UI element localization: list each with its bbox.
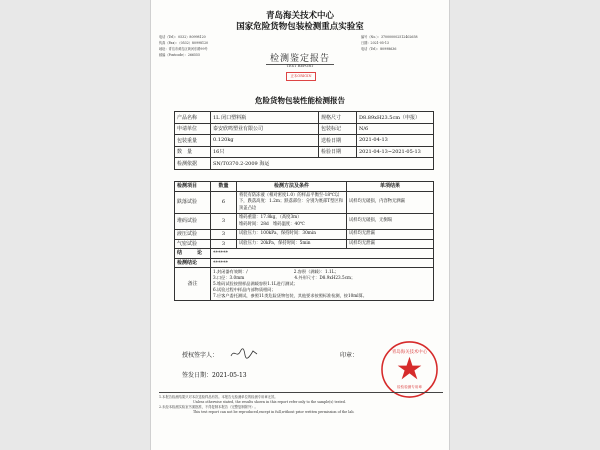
header-method: 检测方法及条件: [237, 182, 347, 192]
test-qty: 3: [211, 230, 237, 240]
note-line: 7.应客户委托测试，参照11类危险货物包装，其他要求按照标准检测，按10ml算。: [213, 293, 367, 298]
table-row: [175, 158, 434, 170]
test-table: [174, 181, 434, 301]
note-line: 3.口径：3.0mm 4.外形尺寸：D8.9xH23.5cm；: [213, 275, 356, 280]
table-row: [175, 135, 434, 147]
weight-value: 0.120kg: [211, 135, 319, 147]
report-title-cn: 检测鉴定报告: [151, 51, 449, 64]
date-text: 日期：2021-05-13: [361, 41, 389, 45]
phone2-text: 电话（Tel）：80998636: [361, 47, 397, 51]
applicant-value: 泰安欣鸣塑业有限公司: [211, 123, 319, 135]
notes-label: 备注: [175, 268, 211, 301]
report-no-text: 编号（No.）：370000002512402658: [361, 35, 418, 39]
header-right-info: [361, 34, 418, 52]
sent-date-label: 送检日期: [319, 135, 357, 147]
header-qty: 数量: [211, 182, 237, 192]
table-row: [175, 258, 434, 268]
test-method: 试验压力：20kPa，保持时间：5min: [237, 239, 347, 249]
table-header-row: [175, 182, 434, 192]
basis-value: SN/T0370.2-2009 海运: [211, 158, 434, 170]
header-result: 单项结果: [347, 182, 434, 192]
issue-date-value: 2021-05-13: [212, 372, 247, 379]
lab-name: 国家危险货物包装检测重点实验室: [236, 22, 364, 32]
sent-date-value: 2021-04-13: [357, 135, 434, 147]
official-seal: [380, 340, 439, 399]
seal-text: 青岛海关技术中心: [391, 349, 428, 355]
mark-value: N/6: [357, 123, 434, 135]
report-title-en: TEST REPORT: [286, 64, 314, 68]
handwritten-signature: [229, 346, 259, 361]
conclusion-value: ******: [211, 249, 434, 259]
fax-text: 传真（Fax）：（0532）80998120: [159, 41, 209, 45]
postcode-text: 邮编（Postcode）：266555: [159, 53, 200, 57]
quantity-value: 16只: [211, 146, 319, 158]
footer-note: 1.本报告检测结果只对本次送检样品有效。本报告无检测单位的检测专用章无效。: [159, 395, 278, 399]
footer-divider: [159, 392, 443, 393]
product-name-value: 1L 闭口塑料瓶: [211, 112, 319, 124]
table-row: [175, 214, 434, 230]
test-result: 试样均无破损，无倒塌: [347, 214, 434, 230]
address-text: 地址：青岛市黄岛区黄河东路99号: [159, 47, 208, 51]
table-row: [175, 112, 434, 124]
approver-label: 授权签字人：: [182, 352, 219, 359]
footer-note: 2.未经本检测实验室书面批准，不得复制本报告（完整复制除外）。: [159, 405, 258, 409]
test-method: 试验压力：100kPa，保持时间：30min: [237, 230, 347, 240]
note-line: 5.堆码试验按照样品满载容积1.1L进行测试；: [213, 281, 298, 286]
result-value: ******: [211, 258, 434, 268]
test-result: 试样均无破损，内容物无洒漏: [347, 191, 434, 214]
test-date-value: 2021-04-13~2021-05-13: [357, 146, 434, 158]
spec-label: 规格尺寸: [319, 112, 357, 124]
basis-label: 检测依据: [175, 158, 211, 170]
test-item: 跌落试验: [175, 191, 211, 214]
origin-stamp: 正本ORIGIN: [286, 72, 316, 81]
table-row: [175, 230, 434, 240]
test-result: 试样均无泄漏: [347, 230, 434, 240]
test-qty: 6: [211, 191, 237, 214]
table-row: [175, 123, 434, 135]
org-name: 青岛海关技术中心: [265, 11, 334, 21]
stamp-label: 印章：: [340, 352, 359, 359]
conclusion-label: 结 论: [175, 249, 211, 259]
product-name-label: 产品名称: [175, 112, 211, 124]
issue-date-label: 签发日期：: [182, 372, 213, 379]
footer-note-en: This test report can not be reproduced,except in full,without prior written permission of the lab.: [193, 410, 355, 414]
notes-cell: [211, 268, 434, 301]
issue-date-row: [182, 370, 247, 379]
table-row: [175, 239, 434, 249]
table-row: [175, 268, 434, 301]
quantity-label: 数 量: [175, 146, 211, 158]
note-line: 6.试验过程中样品内部物质相同；: [213, 287, 276, 292]
table-row: [175, 191, 434, 214]
test-item: 堆码试验: [175, 214, 211, 230]
main-title: 危险货物包装性能检测报告: [255, 96, 345, 105]
result-label: 检测结论: [175, 258, 211, 268]
test-method: 堆码重量：17.8kg，（高度3m） 堆码时间：28d 堆码温度：40℃: [237, 214, 347, 230]
weight-label: 包装重量: [175, 135, 211, 147]
info-table: [174, 111, 434, 170]
test-result: 试样均无泄漏: [347, 239, 434, 249]
applicant-label: 申请单位: [175, 123, 211, 135]
test-item: 气密试验: [175, 239, 211, 249]
mark-label: 包装标记: [319, 123, 357, 135]
test-qty: 3: [211, 214, 237, 230]
table-row: [175, 249, 434, 259]
report-page: [150, 0, 450, 450]
test-date-label: 检验日期: [319, 146, 357, 158]
table-row: [175, 146, 434, 158]
footer-note-en: Unless otherwise stated, the results shown in this report refer only to the sample(s) tested.: [193, 400, 346, 404]
tel-text: 电话（Tel）：0532）80998120: [159, 35, 206, 39]
footer-notes: [159, 395, 443, 415]
test-qty: 3: [211, 239, 237, 249]
spec-value: D8.89xH23.5cm（申报）: [357, 112, 434, 124]
header-item: 检测项目: [175, 182, 211, 192]
test-method: 将装有防冻液（相对密度1.0）的样品平衡至-18℃以下，跌落高度：1.2m；跌落部位：分别为底部T型区和顶盖凸边: [237, 191, 347, 214]
seal-subtext: 检验检测专用章: [397, 385, 422, 390]
note-line: 1.封闭器有效期：/ 2.容积（满载）：1.1L；: [213, 269, 339, 274]
test-item: 液压试验: [175, 230, 211, 240]
